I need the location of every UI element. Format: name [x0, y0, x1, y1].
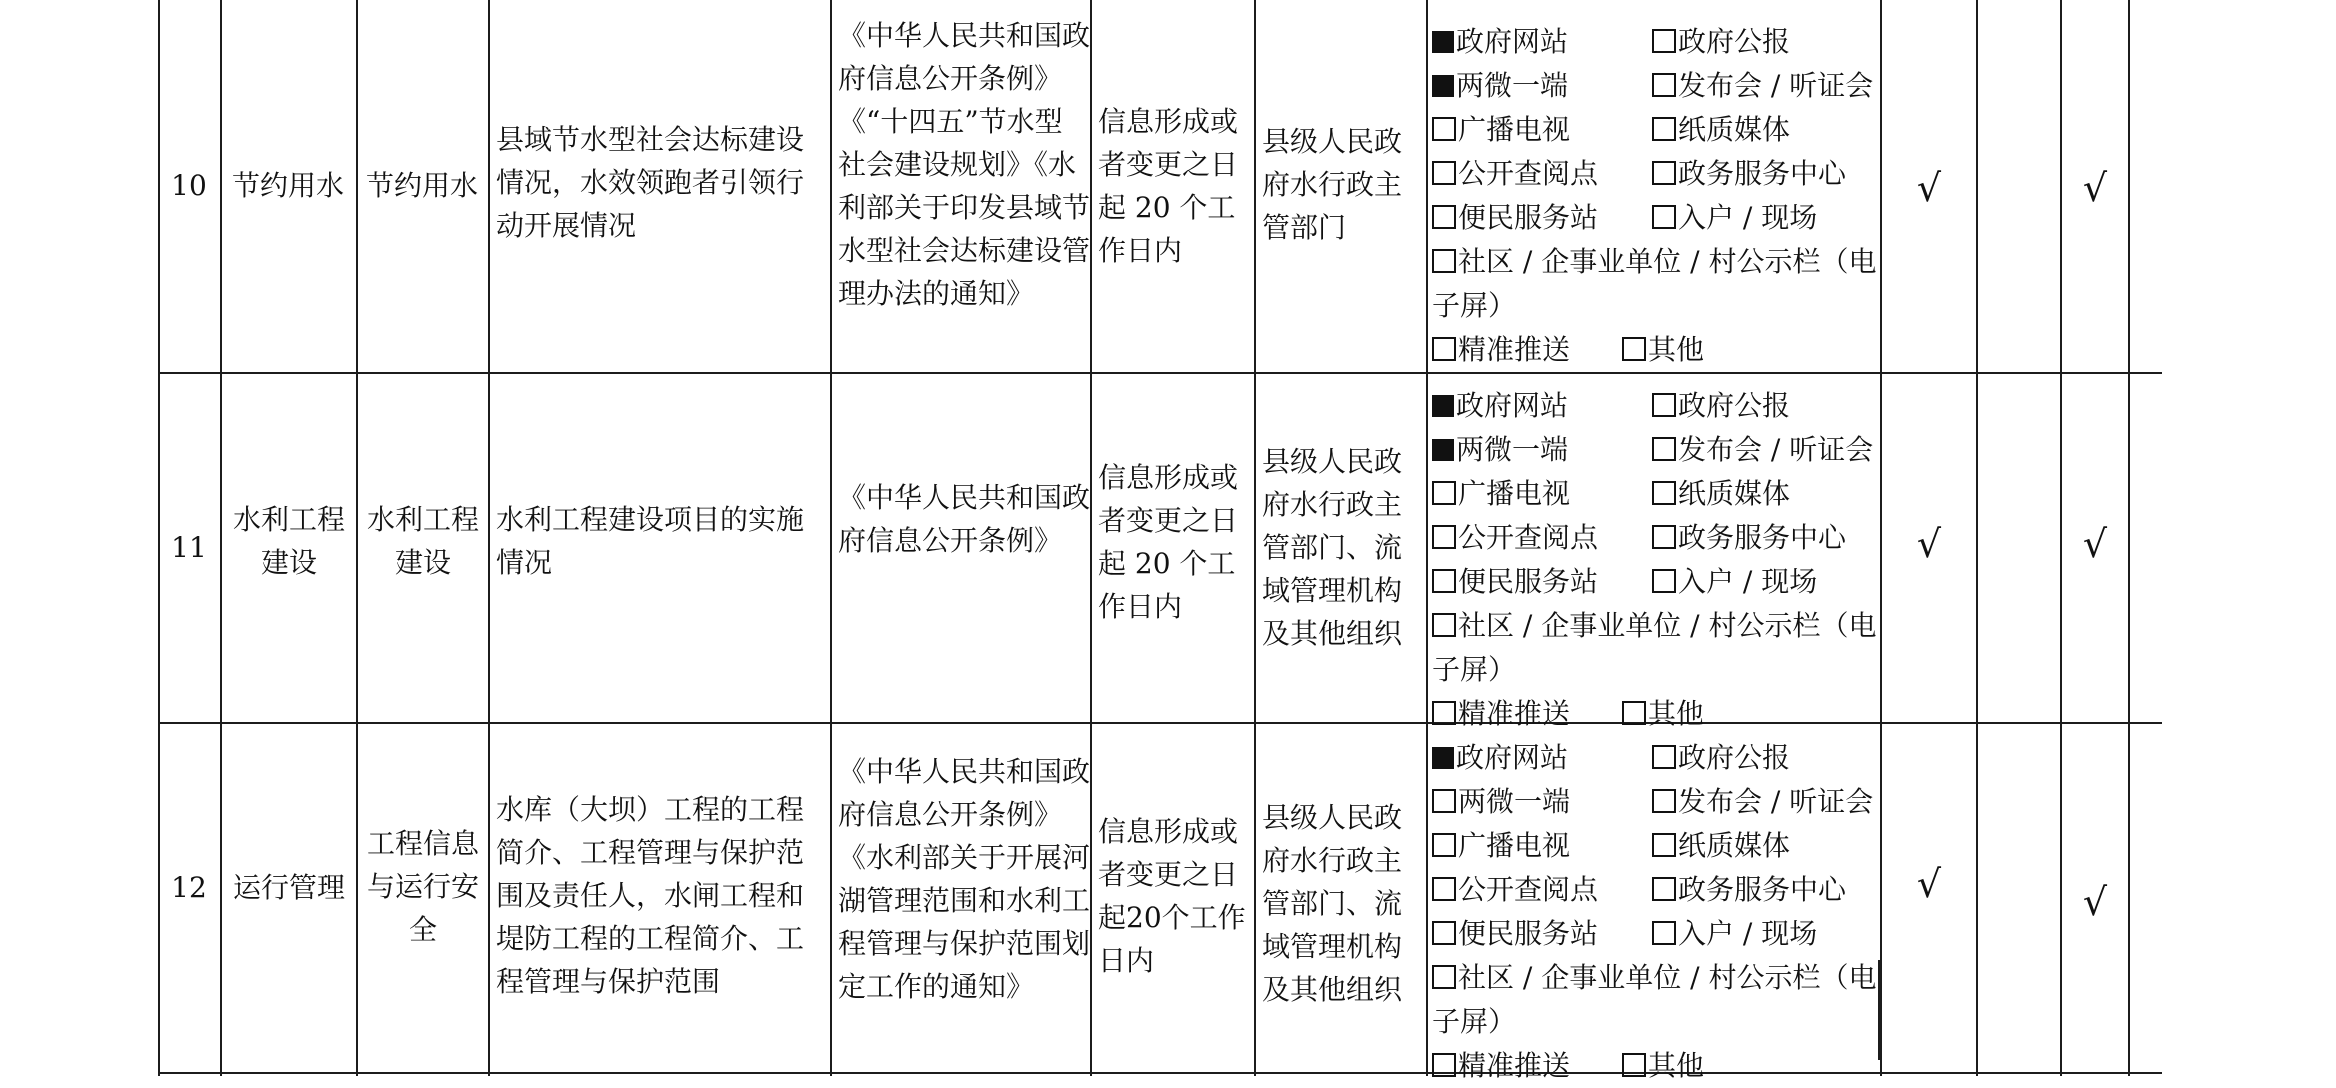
subcategory-cell [356, 0, 488, 372]
mark-cell [1882, 724, 1976, 1072]
time-limit-text: 信息形成或者变更之日起 20 个工作日内 [1098, 105, 1239, 267]
channel-option-convenience-station [1432, 560, 1598, 604]
unchecked-box-icon [1652, 921, 1676, 945]
channel-list [1432, 736, 2092, 1082]
unchecked-box-icon [1432, 337, 1456, 361]
channel-label: 政府网站 [1456, 741, 1569, 774]
channel-option-door-to-door [1652, 560, 1817, 604]
unchecked-box-icon [1432, 921, 1456, 945]
content-text: 水库（大坝）工程的工程简介、工程管理与保护范围及责任人，水闸工程和堤防工程的工程简介、工程管理与保护范围 [496, 793, 805, 998]
unchecked-box-icon [1652, 205, 1676, 229]
check-mark: √ [1916, 862, 1942, 906]
channel-label: 政府公报 [1678, 25, 1791, 58]
category-cell [222, 374, 356, 722]
unchecked-box-icon [1622, 701, 1646, 725]
channel-label: 社区 / 企事业单位 / 村公示栏（电子屏） [1432, 609, 1877, 686]
unchecked-box-icon [1432, 789, 1456, 813]
channel-label: 精准推送 [1458, 333, 1571, 366]
unchecked-box-icon [1622, 337, 1646, 361]
channel-option-other [1622, 1044, 1704, 1088]
subject-cell [1256, 0, 1426, 372]
channel-label: 公开查阅点 [1458, 873, 1599, 906]
content-text: 县域节水型社会达标建设情况，水效领跑者引领行动开展情况 [496, 123, 805, 242]
unchecked-box-icon [1432, 833, 1456, 857]
time-limit-text: 信息形成或者变更之日起20个工作日内 [1098, 815, 1246, 977]
unchecked-box-icon [1652, 569, 1676, 593]
unchecked-box-icon [1432, 1053, 1456, 1077]
content-cell [490, 0, 830, 372]
channel-option-service-center [1652, 516, 1846, 560]
subject-cell [1256, 374, 1426, 722]
channel-label: 发布会 / 听证会 [1678, 433, 1874, 466]
check-mark: √ [1916, 166, 1942, 210]
channel-label: 精准推送 [1458, 697, 1571, 730]
table-row [0, 374, 2336, 730]
channel-option-public-reading [1432, 152, 1598, 196]
unchecked-box-icon [1432, 205, 1456, 229]
subject-text: 县级人民政府水行政主管部门、流域管理机构及其他组织 [1262, 445, 1403, 650]
channel-option-precise-push [1432, 328, 1570, 372]
channel-label: 其他 [1648, 697, 1705, 730]
channel-label: 入户 / 现场 [1678, 565, 1818, 598]
channel-label: 纸质媒体 [1678, 829, 1791, 862]
time-limit-cell [1092, 724, 1254, 1072]
channel-label: 政府公报 [1678, 741, 1791, 774]
channel-label: 广播电视 [1458, 113, 1571, 146]
category: 水利工程建设 [232, 503, 345, 579]
checked-box-icon [1432, 75, 1454, 97]
channel-label: 两微一端 [1456, 69, 1569, 102]
content-cell [490, 724, 830, 1072]
subcategory: 工程信息与运行安全 [366, 827, 479, 946]
channel-label: 便民服务站 [1458, 917, 1599, 950]
channel-option-gov-gazette [1652, 736, 1790, 780]
subcategory: 水利工程建设 [366, 503, 479, 579]
channel-option-precise-push [1432, 1044, 1570, 1088]
basis-cell [832, 0, 1090, 372]
channel-option-community [1432, 604, 1882, 692]
channel-option-gov-website [1432, 736, 1568, 780]
channel-option-gov-website [1432, 384, 1568, 428]
mark-cell [1882, 0, 1976, 372]
category: 运行管理 [232, 871, 345, 904]
channel-label: 便民服务站 [1458, 565, 1599, 598]
channel-label: 社区 / 企事业单位 / 村公示栏（电子屏） [1432, 961, 1877, 1038]
channel-label: 两微一端 [1456, 433, 1569, 466]
channel-label: 入户 / 现场 [1678, 917, 1818, 950]
content-text: 水利工程建设项目的实施情况 [496, 503, 805, 579]
channel-option-door-to-door [1652, 912, 1817, 956]
channel-option-gov-gazette [1652, 20, 1790, 64]
subject-text: 县级人民政府水行政主管部门 [1262, 125, 1403, 244]
channel-list [1432, 384, 2092, 730]
channel-label: 广播电视 [1458, 829, 1571, 862]
channel-label: 公开查阅点 [1458, 157, 1599, 190]
unchecked-box-icon [1432, 877, 1456, 901]
check-mark: √ [2082, 880, 2108, 924]
basis-cell [832, 724, 1090, 1072]
channel-option-convenience-station [1432, 196, 1598, 240]
time-limit-text: 信息形成或者变更之日起 20 个工作日内 [1098, 461, 1239, 623]
unchecked-box-icon [1432, 117, 1456, 141]
channel-option-print-media [1652, 108, 1790, 152]
basis-text: 《中华人民共和国政府信息公开条例》《水利部关于开展河湖管理范围和水利工程管理与保护范围划定工作的通知》 [838, 755, 1091, 1003]
channel-label: 入户 / 现场 [1678, 201, 1818, 234]
channel-option-two-wei-one-duan [1432, 64, 1568, 108]
mark-cell [1882, 374, 1976, 722]
subcategory-cell [358, 724, 488, 1072]
channel-label: 纸质媒体 [1678, 113, 1791, 146]
check-mark: √ [2082, 522, 2108, 566]
checked-box-icon [1432, 747, 1454, 769]
unchecked-box-icon [1432, 161, 1456, 185]
channel-option-radio-tv [1432, 472, 1570, 516]
unchecked-box-icon [1652, 745, 1676, 769]
channel-label: 社区 / 企事业单位 / 村公示栏（电子屏） [1432, 245, 1877, 322]
unchecked-box-icon [1652, 117, 1676, 141]
channel-option-service-center [1652, 868, 1846, 912]
channel-list [1432, 20, 2092, 370]
time-limit-cell [1092, 374, 1254, 722]
channel-label: 广播电视 [1458, 477, 1571, 510]
channel-option-public-reading [1432, 868, 1598, 912]
channel-label: 政府网站 [1456, 389, 1569, 422]
channel-option-two-wei-one-duan [1432, 780, 1570, 824]
row-number: 11 [171, 531, 207, 564]
channel-option-community [1432, 956, 1882, 1044]
subject-cell [1256, 724, 1426, 1072]
checked-box-icon [1432, 31, 1454, 53]
channel-label: 政务服务中心 [1678, 873, 1847, 906]
channel-label: 其他 [1648, 333, 1705, 366]
channel-label: 政府网站 [1456, 25, 1569, 58]
channel-option-press-conference [1652, 780, 1873, 824]
channel-option-press-conference [1652, 428, 1873, 472]
table-row [0, 0, 2336, 372]
unchecked-box-icon [1652, 789, 1676, 813]
subject-text: 县级人民政府水行政主管部门、流域管理机构及其他组织 [1262, 801, 1403, 1006]
unchecked-box-icon [1432, 525, 1456, 549]
unchecked-box-icon [1652, 833, 1676, 857]
channel-label: 政府公报 [1678, 389, 1791, 422]
category-cell [220, 0, 356, 372]
unchecked-box-icon [1652, 525, 1676, 549]
content-cell [490, 374, 830, 722]
row-number-cell [158, 0, 220, 372]
row-number: 12 [171, 871, 207, 904]
unchecked-box-icon [1652, 161, 1676, 185]
row-number: 10 [171, 169, 207, 202]
checked-box-icon [1432, 439, 1454, 461]
basis-cell [832, 374, 1090, 722]
channel-label: 便民服务站 [1458, 201, 1599, 234]
channel-label: 发布会 / 听证会 [1678, 785, 1874, 818]
unchecked-box-icon [1432, 249, 1456, 273]
channel-option-gov-gazette [1652, 384, 1790, 428]
unchecked-box-icon [1432, 965, 1456, 989]
unchecked-box-icon [1622, 1053, 1646, 1077]
channel-label: 两微一端 [1458, 785, 1571, 818]
subcategory: 节约用水 [365, 169, 478, 202]
channel-option-print-media [1652, 824, 1790, 868]
unchecked-box-icon [1652, 73, 1676, 97]
channel-label: 精准推送 [1458, 1049, 1571, 1082]
channel-label: 发布会 / 听证会 [1678, 69, 1874, 102]
channel-option-print-media [1652, 472, 1790, 516]
channel-option-community [1432, 240, 1882, 328]
subcategory-cell [358, 374, 488, 722]
channel-option-door-to-door [1652, 196, 1817, 240]
unchecked-box-icon [1432, 481, 1456, 505]
channel-option-public-reading [1432, 516, 1598, 560]
channel-label: 政务服务中心 [1678, 521, 1847, 554]
channel-option-service-center [1652, 152, 1846, 196]
channel-option-radio-tv [1432, 108, 1570, 152]
row-number-cell [158, 374, 220, 722]
unchecked-box-icon [1652, 29, 1676, 53]
mark-cell [2062, 0, 2128, 372]
channel-option-press-conference [1652, 64, 1873, 108]
mark-cell [2062, 724, 2128, 1072]
channel-label: 其他 [1648, 1049, 1705, 1082]
channel-option-other [1622, 328, 1704, 372]
channel-option-radio-tv [1432, 824, 1570, 868]
mark-cell [2062, 374, 2128, 722]
unchecked-box-icon [1432, 569, 1456, 593]
time-limit-cell [1092, 0, 1254, 372]
channel-option-gov-website [1432, 20, 1568, 64]
checked-box-icon [1432, 395, 1454, 417]
channel-option-convenience-station [1432, 912, 1598, 956]
unchecked-box-icon [1432, 613, 1456, 637]
row-number-cell [158, 724, 220, 1072]
unchecked-box-icon [1652, 877, 1676, 901]
check-mark: √ [1916, 522, 1942, 566]
category: 节约用水 [231, 169, 344, 202]
channel-label: 公开查阅点 [1458, 521, 1599, 554]
channel-option-two-wei-one-duan [1432, 428, 1568, 472]
category-cell [222, 724, 356, 1072]
unchecked-box-icon [1652, 481, 1676, 505]
unchecked-box-icon [1652, 437, 1676, 461]
channel-label: 纸质媒体 [1678, 477, 1791, 510]
basis-text: 《中华人民共和国政府信息公开条例》 [838, 481, 1091, 557]
check-mark: √ [2082, 166, 2108, 210]
unchecked-box-icon [1432, 701, 1456, 725]
table-row [0, 724, 2336, 1082]
basis-text: 《中华人民共和国政府信息公开条例》《“十四五”节水型社会建设规划》《水利部关于印发县域节水型社会达标建设管理办法的通知》 [838, 19, 1091, 310]
unchecked-box-icon [1652, 393, 1676, 417]
channel-label: 政务服务中心 [1678, 157, 1847, 190]
table-border [158, 1072, 2162, 1074]
